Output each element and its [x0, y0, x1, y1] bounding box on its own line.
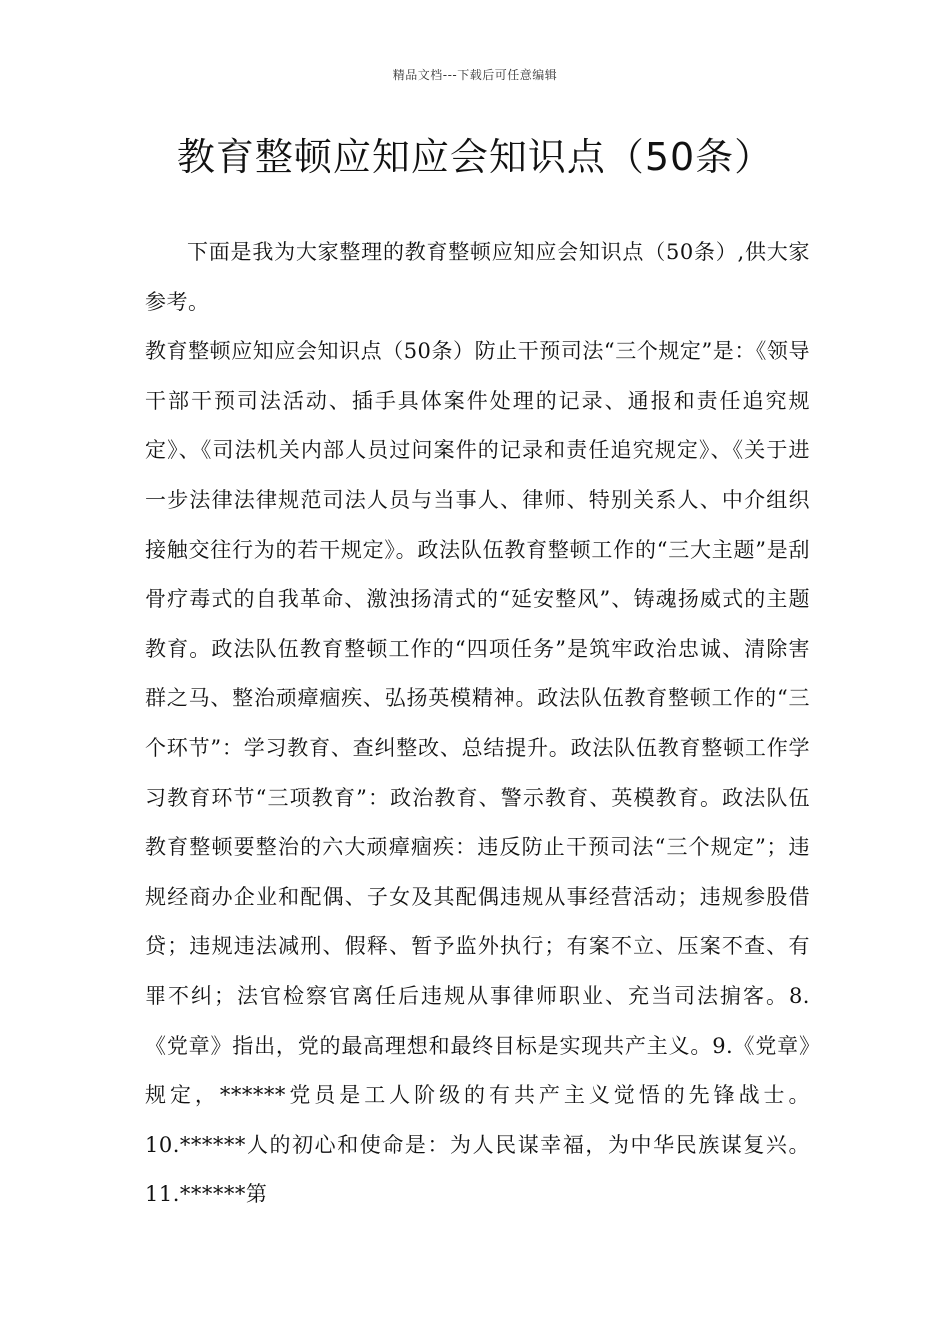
document-body [145, 228, 810, 1220]
page-title: 教育整顿应知应会知识点（50条） [176, 135, 774, 179]
body-paragraph: 教育整顿应知应会知识点（50条）防止干预司法“三个规定”是：《领导干部干预司法活动、插手具体案件处理的记录、通报和责任追究规定》、《司法机关内部人员过问案件的记录和责任追究规定》、《关于进一步法律法律规范司法人员与当事人、律师、特别关系人、中介组织接触交往行为的若干规定》。政法队伍教育整顿工作的“三大主题”是刮骨疗毒式的自我革命、激浊扬清式的“延安整风”、铸魂扬威式的主题教育。政法队伍教育整顿工作的“四项任务”是筑牢政治忠诚、清除害群之马、整治顽瘴痼疾、弘扬英模精神。政法队伍教育整顿工作的“三个环节”：学习教育、查纠整改、总结提升。政法队伍教育整顿工作学习教育环节“三项教育”：政治教育、警示教育、英模教育。政法队伍教育整顿要整治的六大顽瘴痼疾：违反防止干预司法“三个规定”；违规经商办企业和配偶、子女及其配偶违规从事经营活动；违规参股借贷；违规违法减刑、假释、暂予监外执行；有案不立、压案不查、有罪不纠；法官检察官离任后违规从事律师职业、充当司法掮客。8.《党章》指出，党的最高理想和最终目标是实现共产主义。9.《党章》规定，******党员是工人阶级的有共产主义觉悟的先锋战士。10.******人的初心和使命是：为人民谋幸福，为中华民族谋复兴。11.******第 [145, 339, 810, 1207]
header-note: 精品文档---下载后可任意编辑 [392, 68, 558, 82]
intro-paragraph: 下面是我为大家整理的教育整顿应知应会知识点（50条）,供大家参考。 [145, 240, 810, 314]
